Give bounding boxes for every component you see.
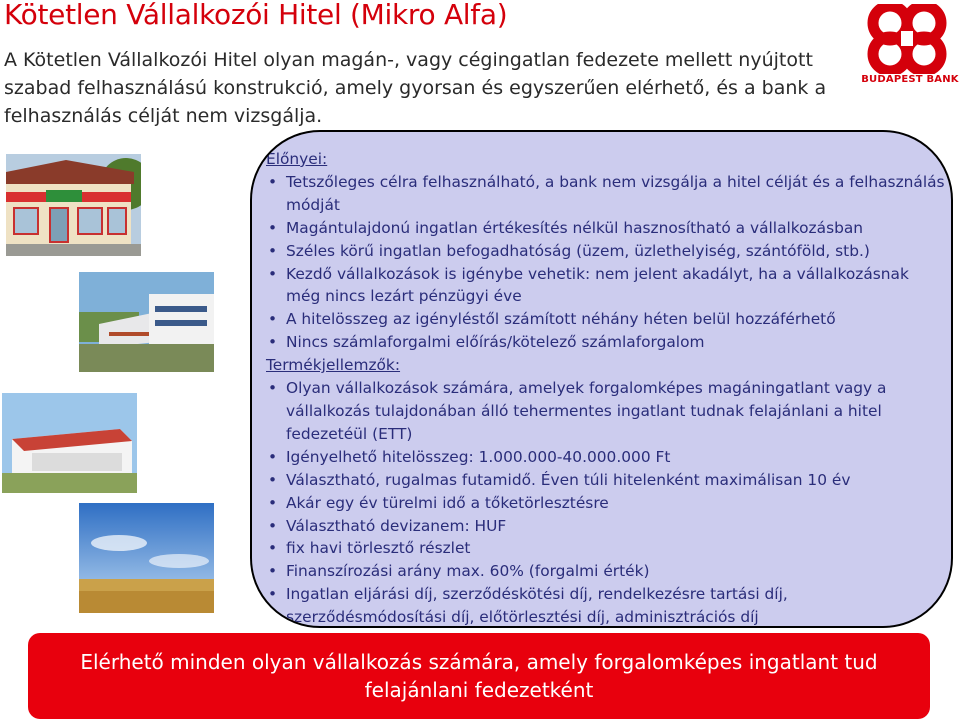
- features-list: [266, 377, 946, 628]
- list-item: • Magántulajdonú ingatlan értékesítés nélkül hasznosítható a vállalkozásban: [266, 217, 946, 240]
- warehouse-hall-photo: [2, 393, 137, 493]
- list-item: • A hitelösszeg az igényléstől számított néhány héten belül hozzáférhető: [266, 308, 946, 331]
- list-item: • Finanszírozási arány max. 60% (forgalmi érték): [266, 560, 946, 583]
- list-item: • Széles körű ingatlan befogadhatóság (üzem, üzlethelyiség, szántóföld, stb.): [266, 240, 946, 263]
- budapest-bank-logo: [860, 4, 960, 96]
- advantages-list: [266, 171, 946, 354]
- list-item: • Olyan vállalkozások számára, amelyek forgalomképes magáningatlant vagy a vállalkozás tulajdonában álló tehermentes ingatlant tudnak felajánlani a hitel fedezetéül (ETT): [266, 377, 946, 446]
- bottom-banner: [28, 633, 930, 719]
- list-item: • Igényelhető hitelösszeg: 1.000.000-40.000.000 Ft: [266, 446, 946, 469]
- list-item: • Nincs számlaforgalmi előírás/kötelező számlaforgalom: [266, 331, 946, 354]
- list-item: • Akár egy év türelmi idő a tőketörlesztésre: [266, 492, 946, 515]
- wheat-field-photo: [79, 503, 214, 613]
- logo-text: BUDAPEST BANK: [861, 74, 959, 85]
- factory-building-photo: [79, 272, 214, 372]
- info-box-content: [266, 148, 946, 628]
- list-item: • Tetszőleges célra felhasználható, a bank nem vizsgálja a hitel célját és a felhasználás módját: [266, 171, 946, 217]
- intro-text: A Kötetlen Vállalkozói Hitel olyan magán-, vagy cégingatlan fedezete mellett nyújtott szabad felhasználású konstrukció, amely gyorsan és egyszerűen elérhető, és a bank a felhasználás célját nem vizsgálja.: [4, 49, 827, 127]
- advantages-heading: Előnyei:: [266, 150, 328, 168]
- budapest-bank-logo-icon: [860, 4, 960, 74]
- list-item: • fix havi törlesztő részlet: [266, 537, 946, 560]
- list-item: • Választható, rugalmas futamidő. Éven túli hitelenként maximálisan 10 év: [266, 469, 946, 492]
- list-item: • Választható devizanem: HUF: [266, 515, 946, 538]
- info-box: [250, 130, 953, 628]
- slide-title: Kötetlen Vállalkozói Hitel (Mikro Alfa): [4, 0, 508, 31]
- shop-building-photo: [6, 154, 141, 256]
- list-item: • Ingatlan eljárási díj, szerződéskötési díj, rendelkezésre tartási díj, szerződésmódosítási díj, előtörlesztési díj, adminisztrációs díj: [266, 583, 946, 628]
- list-item: • Kezdő vállalkozások is igénybe vehetik: nem jelent akadályt, ha a vállalkozásnak még nincs lezárt pénzügyi éve: [266, 263, 946, 309]
- features-heading: Termékjellemzők:: [266, 356, 401, 375]
- banner-text: Elérhető minden olyan vállalkozás számára, amely forgalomképes ingatlant tud felajánlani fedezetként: [80, 650, 878, 702]
